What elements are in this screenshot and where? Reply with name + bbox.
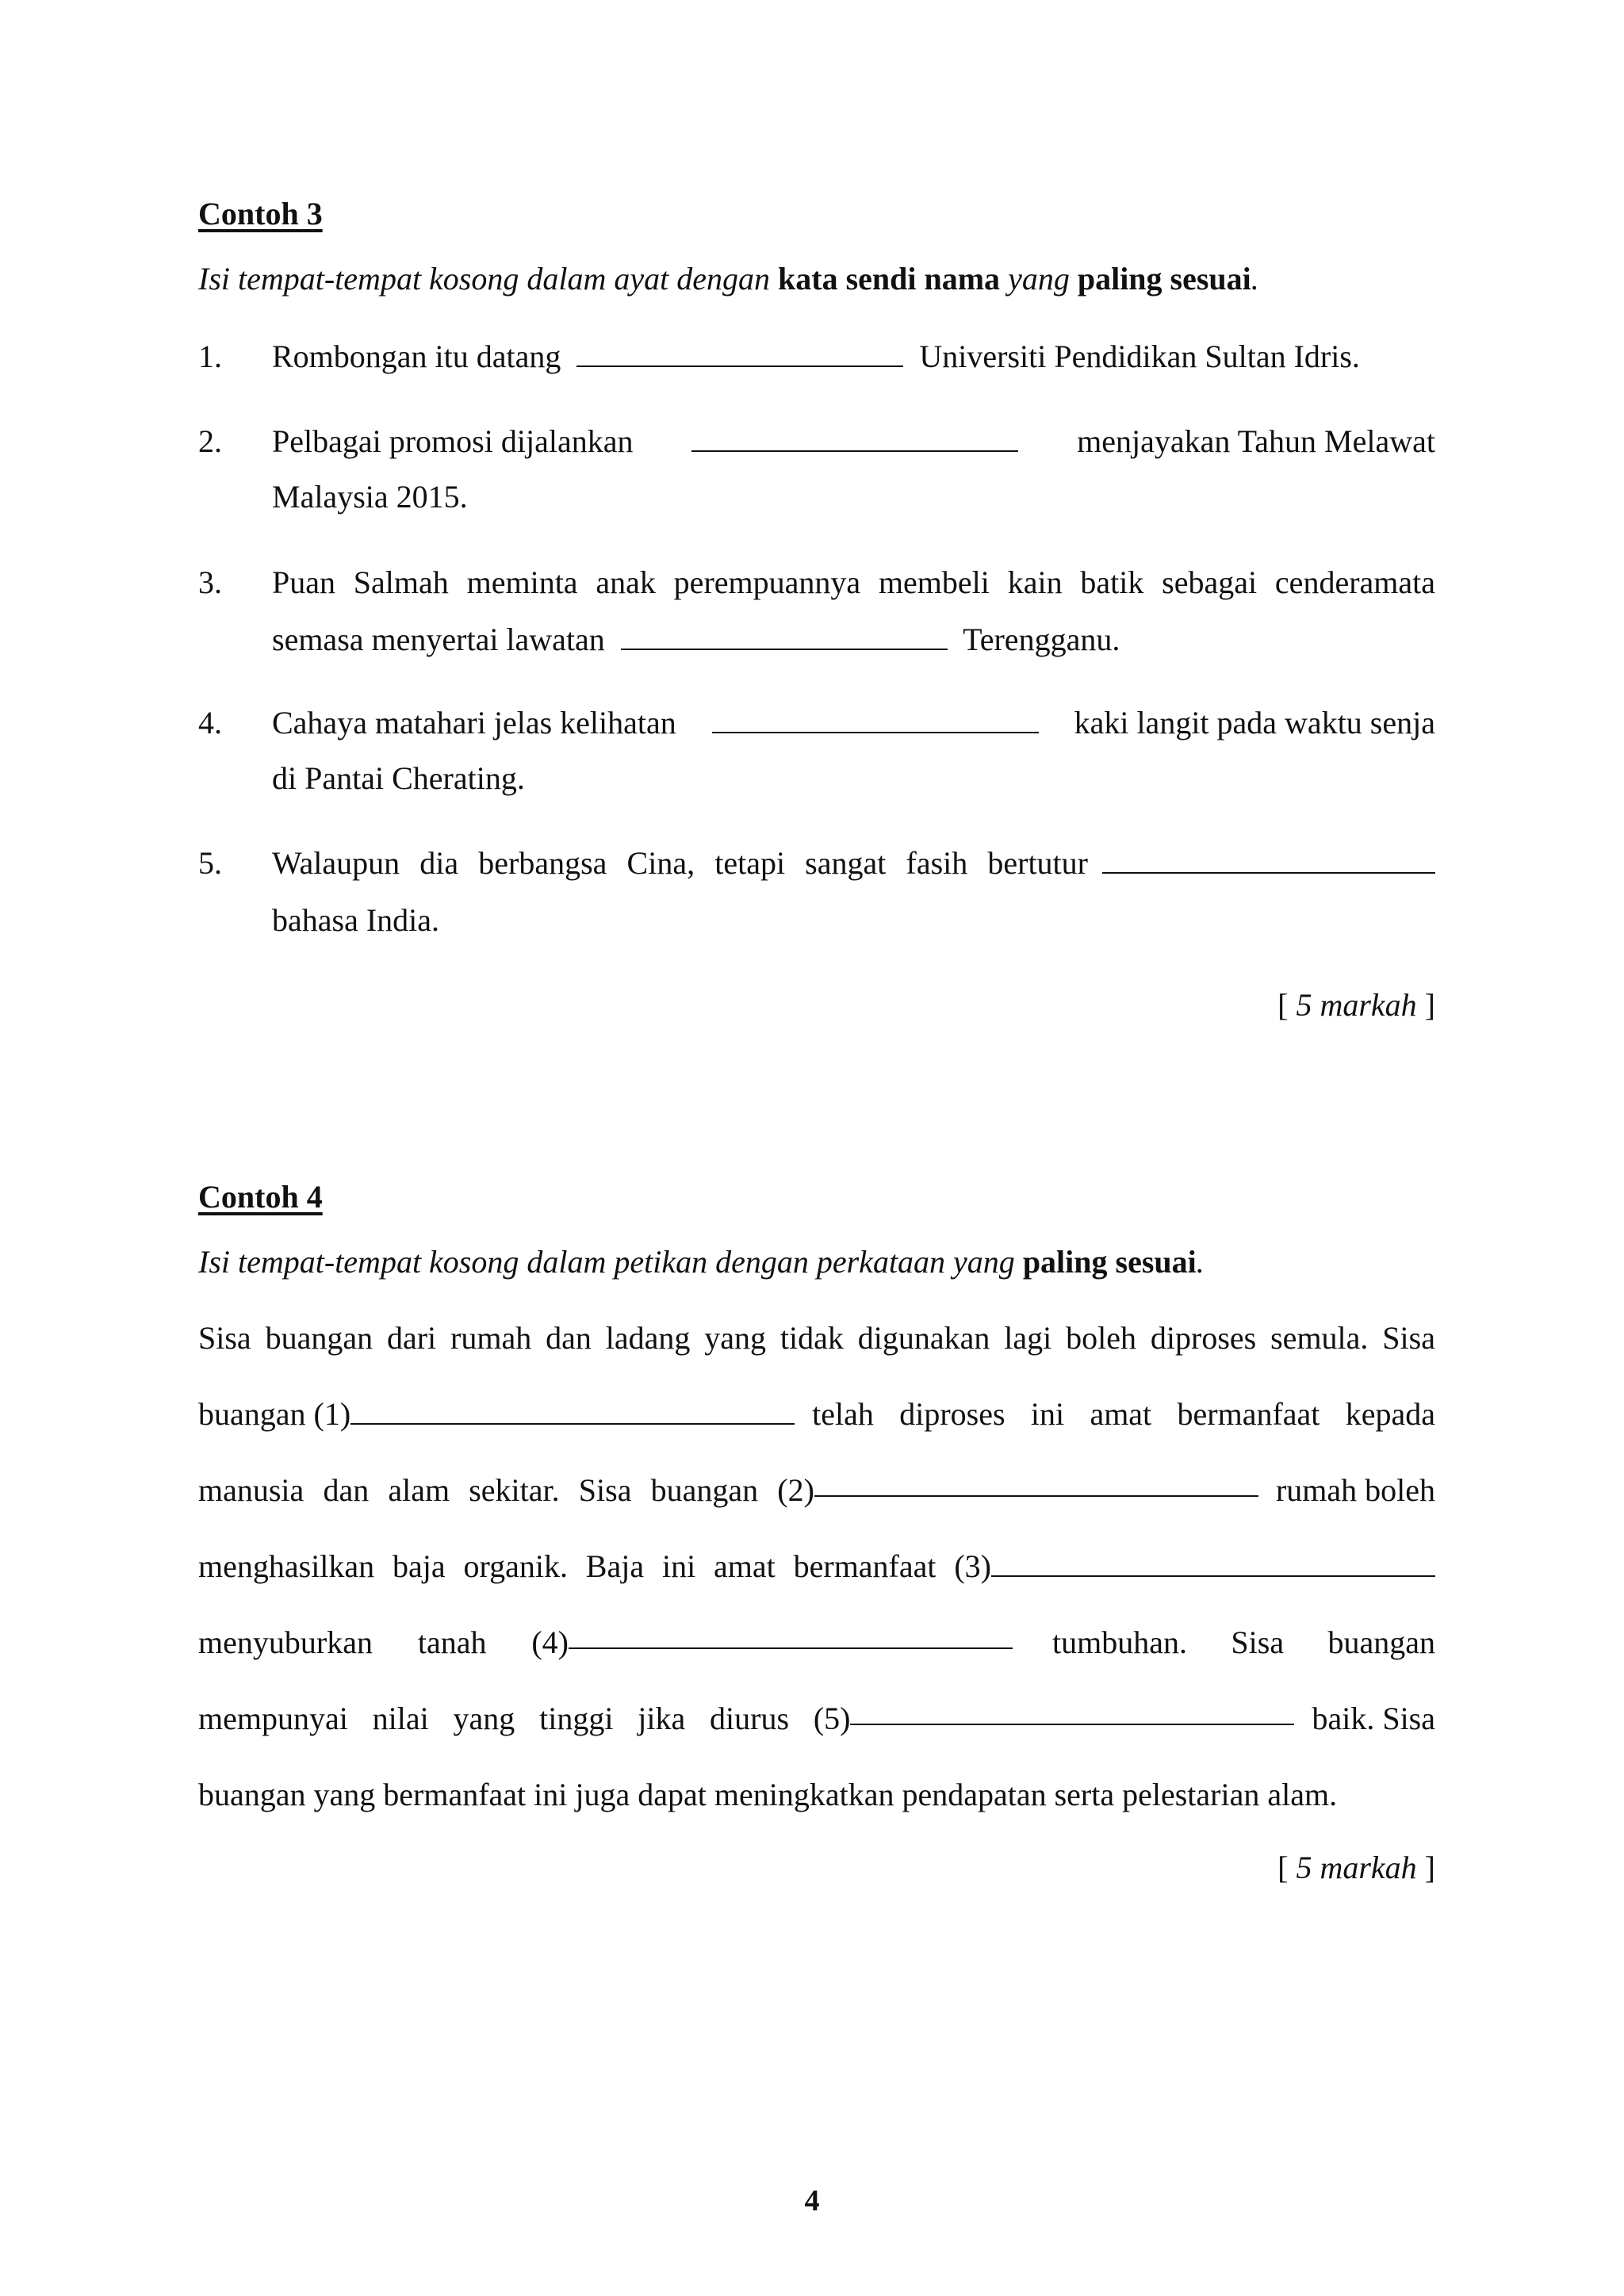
answer-blank-3[interactable] xyxy=(991,1552,1435,1577)
item-text-after: Terengganu. xyxy=(963,622,1120,657)
item-line xyxy=(272,621,1435,658)
contoh-4-heading: Contoh 4 xyxy=(198,1179,323,1215)
item-text-before: Rombongan itu datang xyxy=(272,339,561,374)
item-text-after: kaki langit pada waktu senja xyxy=(1074,705,1435,740)
answer-blank[interactable] xyxy=(712,708,1039,733)
passage-line-4 xyxy=(198,1548,1435,1585)
answer-blank-5[interactable] xyxy=(850,1700,1294,1725)
passage-text-before: manusia dan alam sekitar. Sisa buangan (2) xyxy=(198,1472,814,1508)
item-line xyxy=(272,338,1435,375)
item-continuation: bahasa India. xyxy=(272,902,440,938)
item-number: 1. xyxy=(198,339,222,374)
passage-text-after: rumah boleh xyxy=(1275,1472,1435,1508)
passage-text-before: mempunyai nilai yang tinggi jika diurus (5) xyxy=(198,1701,851,1736)
contoh-3-heading: Contoh 3 xyxy=(198,196,323,232)
item-line xyxy=(272,564,1435,601)
passage-line-7: buangan yang bermanfaat ini juga dapat meningkatkan pendapatan serta pelestarian alam. xyxy=(198,1777,1338,1812)
passage-text xyxy=(198,1471,1258,1509)
answer-blank[interactable] xyxy=(576,342,903,367)
contoh-3-instruction xyxy=(198,263,1435,295)
answer-blank[interactable] xyxy=(1102,848,1435,874)
answer-blank-2[interactable] xyxy=(814,1471,1258,1497)
marks-text: 5 markah xyxy=(1296,1850,1417,1885)
passage-text-after: telah diproses ini amat bermanfaat kepada xyxy=(812,1396,1435,1432)
passage-text-after: baik. Sisa xyxy=(1312,1701,1435,1736)
item-text-before: Walaupun dia berbangsa Cina, tetapi sangat fasih bertutur xyxy=(272,845,1088,881)
passage-text xyxy=(198,1624,1013,1661)
marks-note: [ 5 markah ] xyxy=(1277,987,1435,1023)
item-number: 3. xyxy=(198,564,222,600)
instruction-text: Isi tempat-tempat kosong dalam ayat dengan xyxy=(198,261,770,297)
instruction-bold: paling sesuai xyxy=(1077,261,1251,297)
marks-note: [ 5 markah ] xyxy=(1277,1850,1435,1885)
contoh-4-instruction xyxy=(198,1246,1435,1278)
instruction-bold: kata sendi nama xyxy=(778,261,1001,297)
item-text-before: semasa menyertai lawatan xyxy=(272,622,605,657)
instruction-text: Isi tempat-tempat kosong dalam petikan dengan perkataan yang xyxy=(198,1244,1015,1280)
item-line xyxy=(272,423,1435,460)
page-number: 4 xyxy=(804,2184,820,2218)
passage-line-6 xyxy=(198,1700,1435,1737)
item-line xyxy=(272,844,1435,882)
answer-blank-4[interactable] xyxy=(569,1624,1013,1649)
passage-text-before: buangan (1) xyxy=(198,1396,351,1432)
answer-blank[interactable] xyxy=(691,427,1018,452)
answer-blank-1[interactable] xyxy=(350,1399,795,1425)
item-text-after: Universiti Pendidikan Sultan Idris. xyxy=(919,339,1360,374)
answer-blank[interactable] xyxy=(621,625,948,650)
item-continuation: di Pantai Cherating. xyxy=(272,760,525,796)
item-number: 4. xyxy=(198,705,222,740)
item-text-before: Pelbagai promosi dijalankan xyxy=(272,423,634,459)
instruction-bold: paling sesuai xyxy=(1022,1244,1197,1280)
item-number: 2. xyxy=(198,423,222,459)
item-text-line1: Puan Salmah meminta anak perempuannya membeli kain batik sebagai cenderamata xyxy=(272,564,1435,600)
passage-text xyxy=(198,1700,1294,1737)
instruction-end: . xyxy=(1251,261,1259,297)
marks-text: 5 markah xyxy=(1296,987,1417,1023)
item-number: 5. xyxy=(198,845,222,881)
item-text-before: Cahaya matahari jelas kelihatan xyxy=(272,705,676,740)
passage-line-1: Sisa buangan dari rumah dan ladang yang tidak digunakan lagi boleh diproses semula. Sisa xyxy=(198,1320,1435,1356)
passage-line-3 xyxy=(198,1471,1435,1509)
passage-line-5 xyxy=(198,1624,1435,1661)
item-line xyxy=(272,704,1435,741)
passage-text xyxy=(198,1395,795,1433)
instruction-end: . xyxy=(1196,1244,1205,1280)
item-text-after: menjayakan Tahun Melawat xyxy=(1077,423,1435,459)
passage-text-before: menyuburkan tanah (4) xyxy=(198,1624,569,1660)
item-continuation: Malaysia 2015. xyxy=(272,479,468,515)
passage-line-2 xyxy=(198,1395,1435,1433)
instruction-text: yang xyxy=(1008,261,1070,297)
passage-text-after: tumbuhan. Sisa buangan xyxy=(1052,1624,1435,1660)
passage-text-before: menghasilkan baja organik. Baja ini amat bermanfaat (3) xyxy=(198,1548,991,1584)
